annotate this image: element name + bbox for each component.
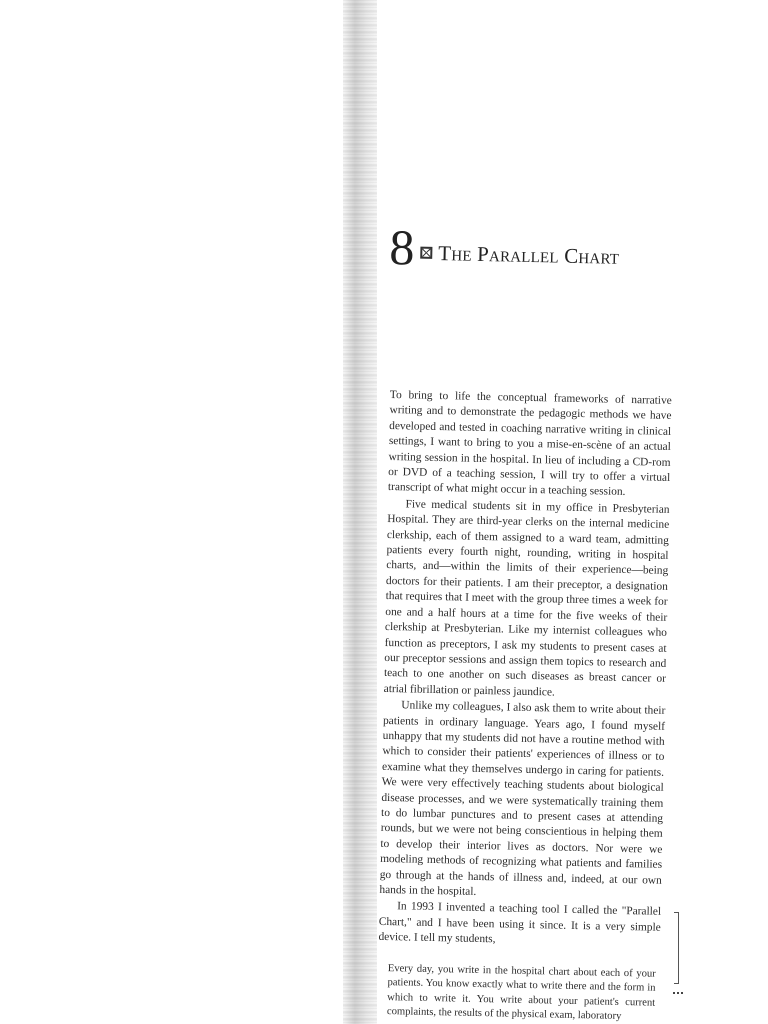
book-page [378,0,688,1024]
book-gutter-shadow [343,0,377,1024]
paragraph-3: Unlike my colleagues, I also ask them to write about their patients in ordinary language. Years ago, I found myself unhappy that my students did not have a routine method with which to consider their patients' experiences of illness or to examine what they themselves undergo in caring for patients. We were very effectively teaching students about biological disease processes, and we were systematically training them to do lumbar punctures and to present cases at attending rounds, but we were not being conscientious in helping them to develop their interior lives as doctors. Nor were we modeling methods of recognizing what patients and families go through at the hands of illness and, indeed, at our own hands in the hospital. [379,699,666,898]
chapter-number: 8 [388,219,416,276]
paragraph-1: To bring to life the conceptual frameworks of narrative writing and to demonstrate the pedagogic methods we have developed and tested in coaching narrative writing in clinical settings, I want to bring to you a mise-en-scène of an actual writing session in the hospital. In lieu of including a CD-rom or DVD of a teaching session, I will try to offer a virtual transcript of what might occur in a teaching session. [387,388,672,499]
margin-bracket-mark [674,912,679,984]
chapter-ornament-icon [420,247,432,259]
paragraph-2: Five medical students sit in my office in Presbyterian Hospital. They are third-year clerks on the internal medicine clerkship, each of them assigned to a ward team, admitting patients every fourth night, rounding, writing in hospital charts, and—within the limits of their experience—being doctors for their patients. I am their preceptor, a designation that requires that I meet with the group three times a week for one and a half hours at a time for the five weeks of their clerkship at Presbyterian. Like my internist colleagues who function as preceptors, I ask my students to present cases at our preceptor sessions and assign them topics to research and teach to one another on such diseases as breast cancer or atrial fibrillation or painless jaundice. [383,498,670,699]
scan-dots-mark [673,992,683,997]
chapter-heading [389,220,670,278]
chapter-body [377,388,672,1024]
chapter-title: The Parallel Chart [438,241,620,269]
paragraph-4: In 1993 I invented a teaching tool I called the "Parallel Chart," and I have been using it since. It is a very simple device. I tell my students, [378,900,662,946]
block-quote: Every day, you write in the hospital chart about each of your patients. You know exactly what to write there and the form in which to write it. You write about your patient's current complaints, the results of the physical exam, laboratory [386,962,656,1023]
